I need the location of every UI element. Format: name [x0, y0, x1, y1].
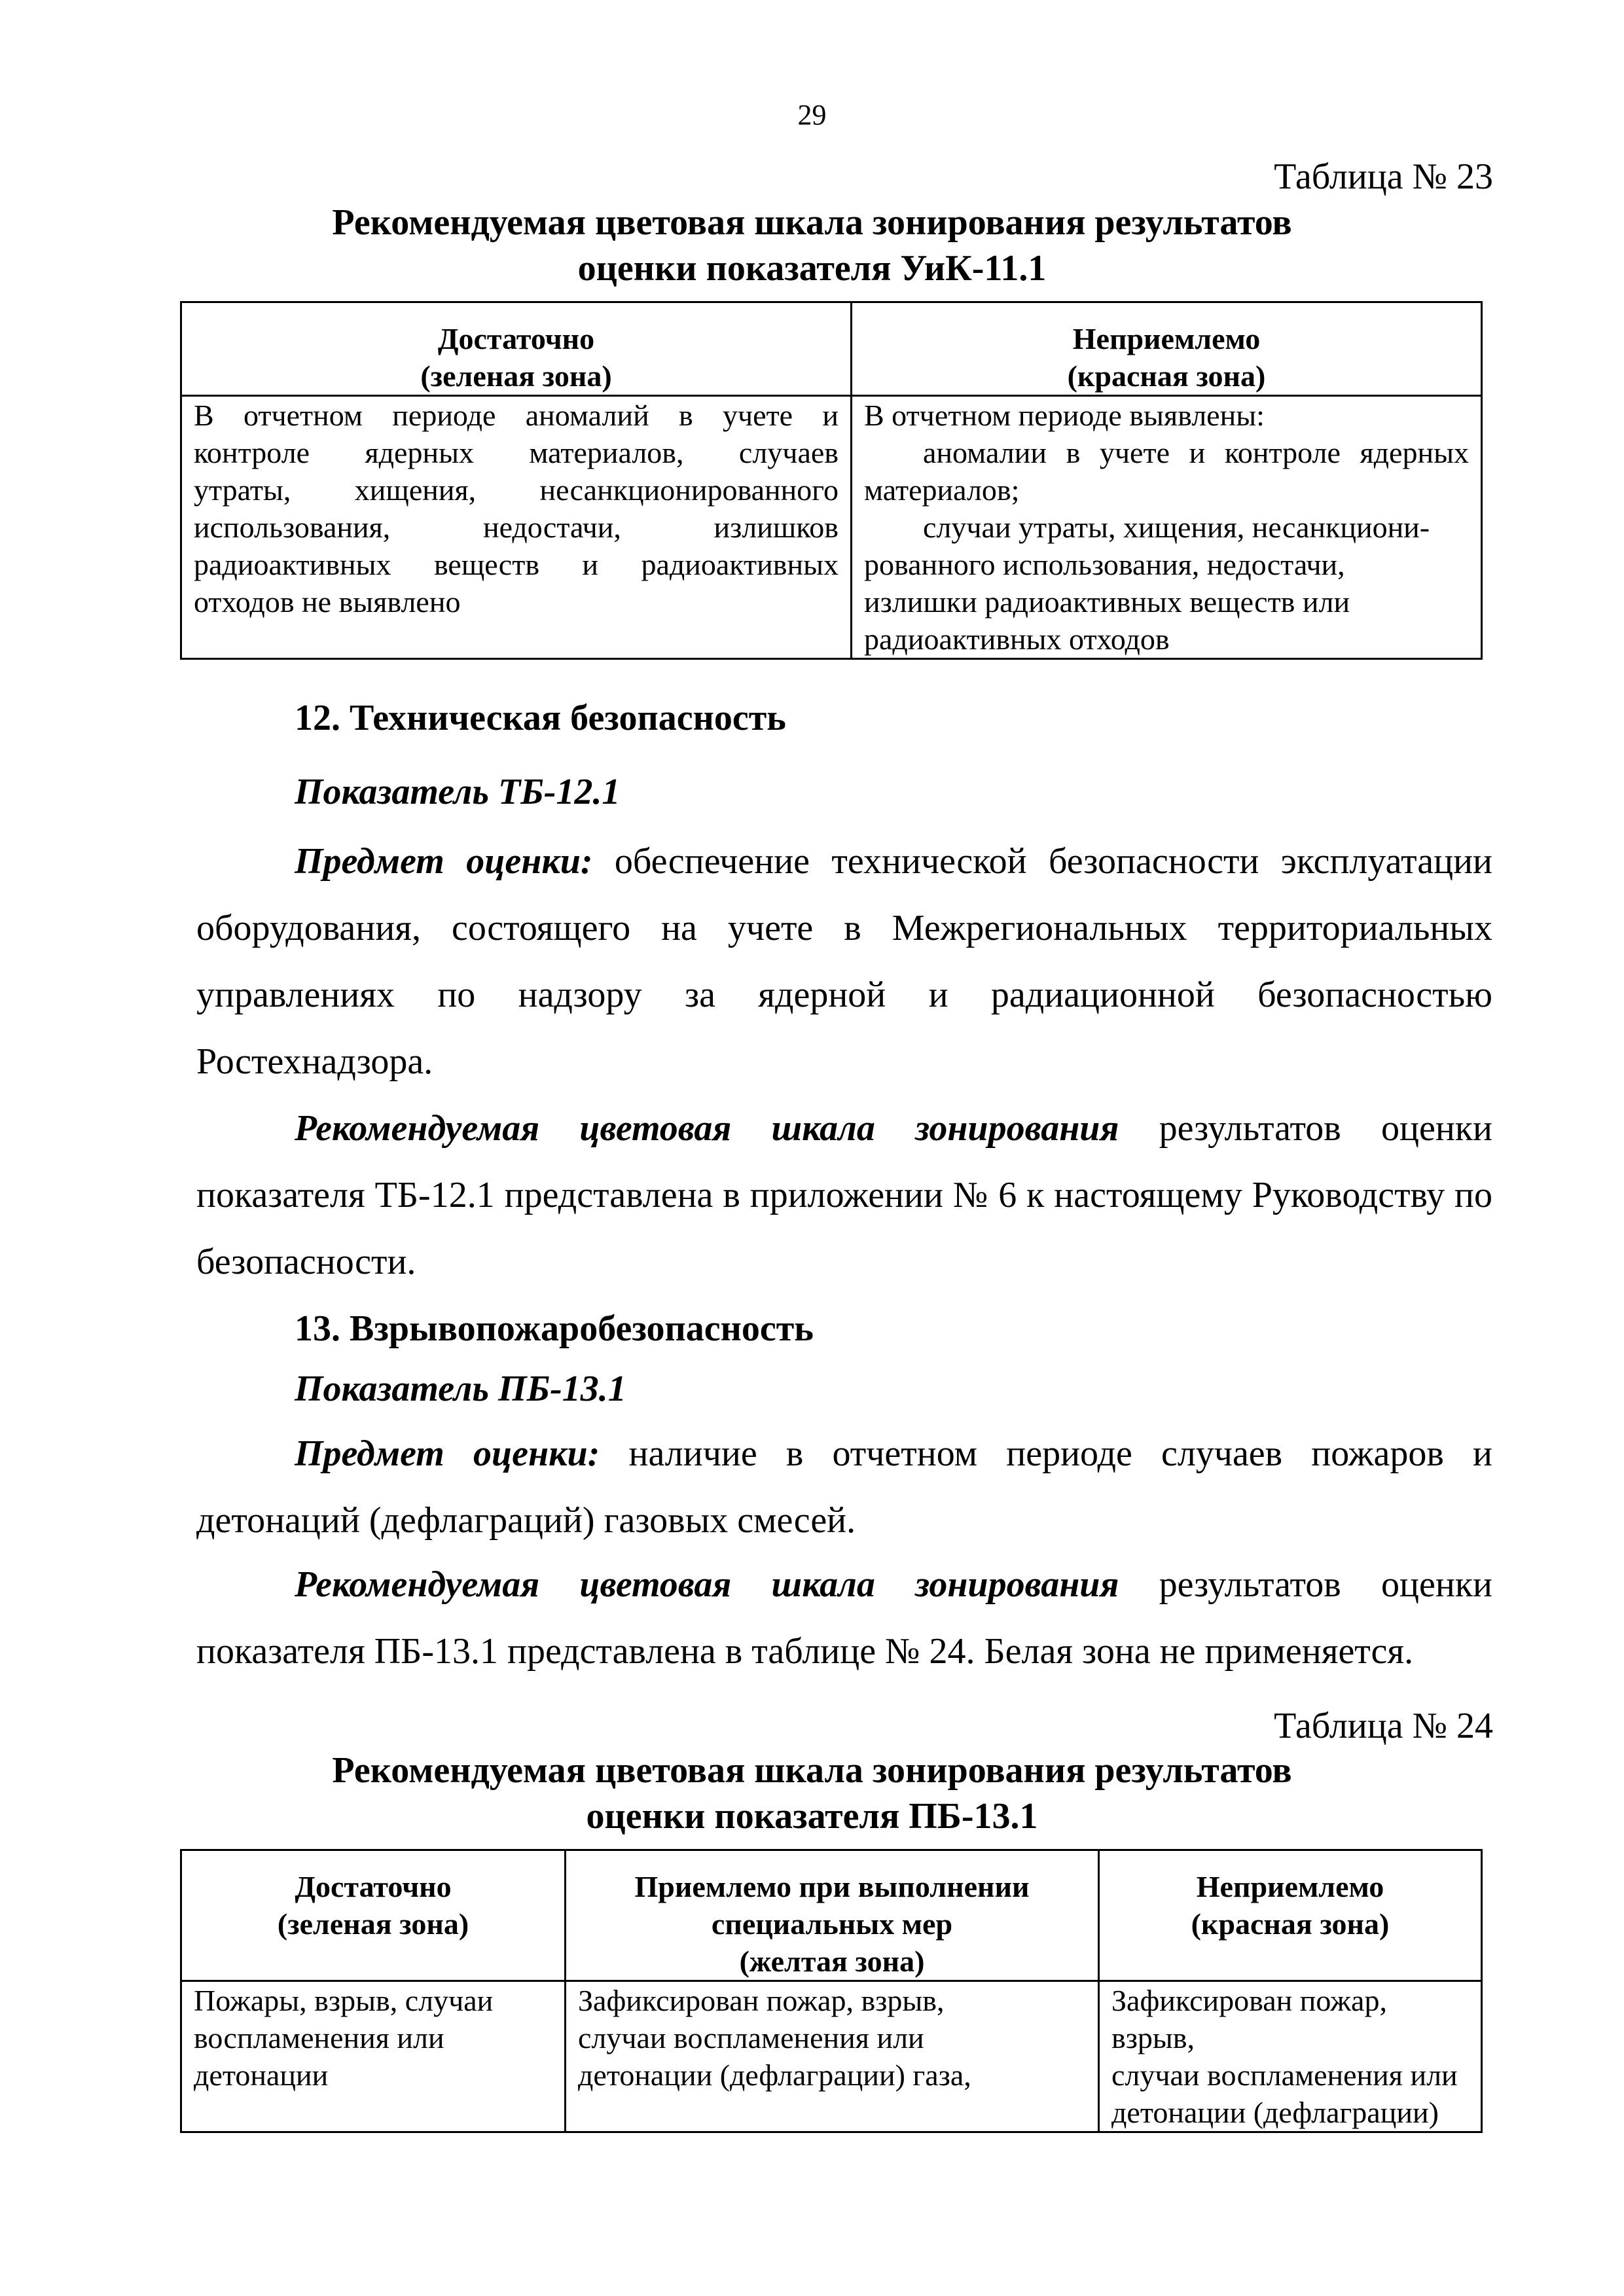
cell-line: контроле ядерных материалов, случаев [194, 436, 839, 469]
subject-label: Предмет оценки: [295, 841, 593, 882]
scale-label: Рекомендуемая цветовая шкала зонирования [295, 1108, 1119, 1149]
subject-label: Предмет оценки: [295, 1433, 600, 1474]
cell-line: Зафиксирован пожар, взрыв, [1111, 1984, 1387, 2054]
cell-line: детонации (дефлаграции) газа, [578, 2058, 971, 2092]
table-24-cell-green [181, 1981, 566, 2132]
head-zone: (желтая зона) [739, 1945, 925, 1978]
table-24-head-red [1099, 1850, 1482, 1981]
table-24 [180, 1849, 1483, 2133]
head-label-cont: специальных мер [711, 1907, 953, 1941]
head-zone: (зеленая зона) [420, 359, 612, 393]
cell-line: Зафиксирован пожар, взрыв, [578, 1984, 945, 2017]
table-23-label: Таблица № 23 [1274, 156, 1493, 197]
table-24-cell-red [1099, 1981, 1482, 2132]
table-23-head-red [852, 302, 1482, 396]
section-12-indicator: Показатель ТБ-12.1 [295, 772, 621, 812]
head-label: Неприемлемо [1196, 1870, 1384, 1903]
page-number: 29 [797, 99, 827, 131]
head-label: Неприемлемо [1072, 322, 1261, 355]
table-24-head-green [181, 1850, 566, 1981]
head-zone: (зеленая зона) [277, 1907, 469, 1941]
cell-line: радиоактивных отходов [864, 622, 1170, 656]
cell-line: рованного использования, недостачи, [864, 548, 1345, 581]
head-zone: (красная зона) [1191, 1907, 1390, 1941]
cell-line: детонации (дефлаграции) [1111, 2096, 1439, 2129]
cell-line: случаи воспламенения или [1111, 2058, 1458, 2092]
table-23-cell-green [181, 396, 852, 659]
section-13-indicator: Показатель ПБ-13.1 [295, 1369, 626, 1409]
head-zone: (красная зона) [1067, 359, 1266, 393]
section-13-subject [196, 1420, 1492, 1554]
section-13-heading: 13. Взрывопожаробезопасность [295, 1308, 814, 1349]
table-23-title-line2: оценки показателя УиК-11.1 [577, 248, 1047, 289]
table-23-head-green [181, 302, 852, 396]
head-label: Приемлемо при выполнении [634, 1870, 1030, 1903]
cell-line: утраты, хищения, несанкционированного [194, 473, 839, 507]
cell-line: случаи воспламенения или [578, 2021, 924, 2054]
cell-line: В отчетном периоде аномалий в учете и [194, 399, 839, 432]
table-24-title-line1: Рекомендуемая цветовая шкала зонирования результатов [332, 1750, 1292, 1791]
cell-line: радиоактивных веществ и радиоактивных [194, 548, 839, 581]
table-23-cell-red [852, 396, 1482, 659]
scale-label: Рекомендуемая цветовая шкала зонирования [295, 1564, 1119, 1605]
head-label: Достаточно [295, 1870, 452, 1903]
table-24-label: Таблица № 24 [1274, 1706, 1493, 1746]
section-12-subject [196, 828, 1492, 1095]
section-13-scale [196, 1551, 1492, 1685]
cell-line: случаи утраты, хищения, несанкциони- [923, 511, 1430, 544]
table-24-title-line2: оценки показателя ПБ-13.1 [586, 1796, 1038, 1837]
subject-text: обеспечение технической безопасности эксплуатации оборудования, состоящего на учете в Межрегиональных территориальных управлениях по надзору за ядерной и радиационной безопасностью Ростехнадзора. [196, 841, 1492, 1082]
table-23 [180, 301, 1483, 660]
cell-line: отходов не выявлено [194, 585, 461, 619]
section-12-heading: 12. Техническая безопасность [295, 698, 786, 738]
scale-text: результатов оценки показателя ПБ-13.1 представлена в таблице № 24. Белая зона не применяется. [196, 1564, 1492, 1672]
section-12-scale [196, 1095, 1492, 1295]
table-23-title-line1: Рекомендуемая цветовая шкала зонирования результатов [332, 202, 1292, 243]
subject-text: наличие в отчетном периоде случаев пожаров и детонаций (дефлаграций) газовых смесей. [196, 1433, 1492, 1541]
cell-line: использования, недостачи, излишков [194, 511, 839, 544]
cell-line: Пожары, взрыв, случаи [194, 1984, 494, 2017]
table-24-cell-yellow [566, 1981, 1099, 2132]
table-24-head-yellow [566, 1850, 1099, 1981]
cell-line: воспламенения или [194, 2021, 444, 2054]
cell-line: В отчетном периоде выявлены: [864, 399, 1265, 432]
cell-line: детонации [194, 2058, 329, 2092]
scale-text: результатов оценки показателя ТБ-12.1 представлена в приложении № 6 к настоящему Руководству по безопасности. [196, 1108, 1492, 1282]
cell-line: материалов; [864, 473, 1020, 507]
head-label: Достаточно [437, 322, 595, 355]
cell-line: излишки радиоактивных веществ или [864, 585, 1350, 619]
cell-line: аномалии в учете и контроле ядерных [923, 436, 1469, 469]
